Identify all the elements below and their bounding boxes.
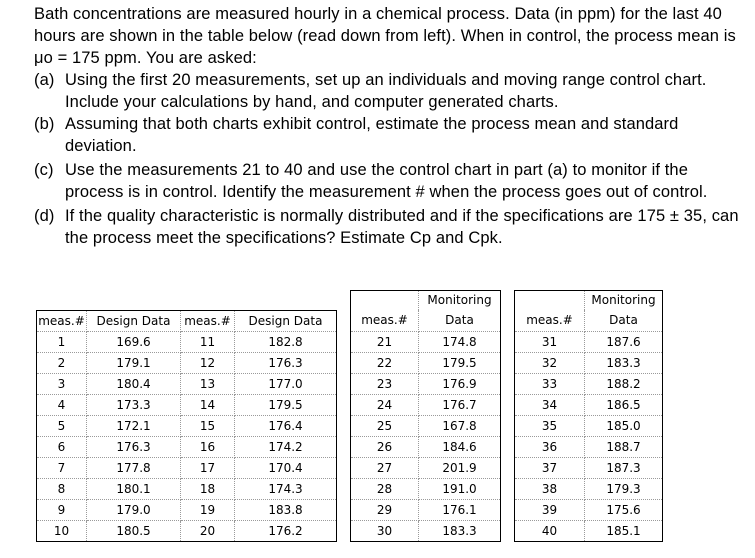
table-cell: 182.8: [235, 331, 337, 352]
table-cell: 183.3: [419, 520, 501, 541]
table-cell: 24: [351, 394, 419, 415]
table-cell: 185.0: [585, 415, 663, 436]
table-cell: 20: [181, 520, 235, 541]
table-cell: 174.8: [419, 331, 501, 352]
problem-intro: Bath concentrations are measured hourly in a chemical process. Data (in ppm) for the last 40 hours are shown in the table below (read down from left). When in control, the process mean is μo = 175 ppm. You are asked:: [34, 5, 736, 67]
table-cell: 177.0: [235, 373, 337, 394]
table-cell: 187.6: [585, 331, 663, 352]
table-cell: 3: [37, 373, 87, 394]
table-row: [37, 499, 663, 520]
table-cell: 37: [515, 457, 585, 478]
column-header: meas.#: [37, 310, 87, 331]
table-cell: 6: [37, 436, 87, 457]
table-cell: 23: [351, 373, 419, 394]
table-cell: 38: [515, 478, 585, 499]
header-row-top: [37, 291, 663, 311]
data-table: [36, 290, 663, 542]
table-cell: 9: [37, 499, 87, 520]
table-row: [37, 331, 663, 352]
table-cell: 167.8: [419, 415, 501, 436]
table-cell: 12: [181, 352, 235, 373]
table-cell: 175.6: [585, 499, 663, 520]
header-top-cell: Monitoring: [585, 291, 663, 311]
table-cell: 39: [515, 499, 585, 520]
table-cell: 2: [37, 352, 87, 373]
table-cell: 15: [181, 415, 235, 436]
column-gap: [501, 394, 515, 415]
table-cell: 179.0: [87, 499, 181, 520]
table-cell: 176.4: [235, 415, 337, 436]
table-cell: 35: [515, 415, 585, 436]
table-cell: 180.4: [87, 373, 181, 394]
table-row: [37, 520, 663, 541]
table-cell: 183.3: [585, 352, 663, 373]
column-gap: [337, 352, 351, 373]
column-gap: [337, 436, 351, 457]
table-cell: 170.4: [235, 457, 337, 478]
table-cell: 29: [351, 499, 419, 520]
part-a: [34, 69, 739, 113]
table-cell: 176.7: [419, 394, 501, 415]
table-cell: 174.2: [235, 436, 337, 457]
table-cell: 19: [181, 499, 235, 520]
table-cell: 28: [351, 478, 419, 499]
table-cell: 186.5: [585, 394, 663, 415]
table-cell: 26: [351, 436, 419, 457]
table-cell: 169.6: [87, 331, 181, 352]
part-c: [34, 159, 739, 203]
table-row: [37, 478, 663, 499]
table-cell: 31: [515, 331, 585, 352]
table-cell: 36: [515, 436, 585, 457]
table-cell: 179.1: [87, 352, 181, 373]
part-d-text: If the quality characteristic is normally distributed and if the specifications are 175 ± 35, can the process meet the specifications? Estimate Cp and Cpk.: [65, 207, 739, 247]
table-cell: 176.2: [235, 520, 337, 541]
part-a-text: Using the first 20 measurements, set up an individuals and moving range control chart. Include your calculations by hand, and computer generated charts.: [65, 71, 707, 111]
table-cell: 33: [515, 373, 585, 394]
column-header: Design Data: [235, 310, 337, 331]
table-cell: 188.2: [585, 373, 663, 394]
column-gap: [337, 373, 351, 394]
table-cell: 188.7: [585, 436, 663, 457]
column-gap: [501, 415, 515, 436]
part-b-text: Assuming that both charts exhibit control, estimate the process mean and standard deviation.: [65, 115, 679, 155]
table-cell: 25: [351, 415, 419, 436]
table-row: [37, 394, 663, 415]
part-d-label: (d): [34, 207, 55, 225]
table-cell: 14: [181, 394, 235, 415]
header-top-cell: [515, 291, 585, 311]
column-gap: [501, 310, 515, 331]
column-gap: [501, 478, 515, 499]
column-header: meas.#: [181, 310, 235, 331]
table-cell: 176.3: [87, 436, 181, 457]
column-gap: [501, 331, 515, 352]
table-cell: 180.5: [87, 520, 181, 541]
header-top-empty: [235, 291, 337, 311]
table-cell: 185.1: [585, 520, 663, 541]
column-gap: [501, 457, 515, 478]
table-cell: 187.3: [585, 457, 663, 478]
table-cell: 10: [37, 520, 87, 541]
table-cell: 176.9: [419, 373, 501, 394]
table-cell: 5: [37, 415, 87, 436]
problem-statement: [34, 3, 739, 249]
column-gap: [337, 331, 351, 352]
table-cell: 191.0: [419, 478, 501, 499]
header-top-empty: [37, 291, 87, 311]
table-cell: 40: [515, 520, 585, 541]
column-gap: [501, 436, 515, 457]
column-gap: [337, 310, 351, 331]
part-d: [34, 205, 739, 249]
header-top-cell: Monitoring: [419, 291, 501, 311]
table-cell: 173.3: [87, 394, 181, 415]
table-cell: 180.1: [87, 478, 181, 499]
table-cell: 179.5: [419, 352, 501, 373]
table-cell: 34: [515, 394, 585, 415]
table-cell: 18: [181, 478, 235, 499]
table-cell: 184.6: [419, 436, 501, 457]
column-header: meas.#: [515, 310, 585, 331]
table-row: [37, 373, 663, 394]
header-top-empty: [181, 291, 235, 311]
table-row: [37, 457, 663, 478]
data-table-container: [36, 290, 663, 542]
table-cell: 176.3: [235, 352, 337, 373]
part-b: [34, 113, 739, 157]
column-gap: [337, 415, 351, 436]
table-cell: 4: [37, 394, 87, 415]
table-cell: 16: [181, 436, 235, 457]
column-gap: [501, 499, 515, 520]
part-c-label: (c): [34, 161, 54, 179]
column-header: Data: [585, 310, 663, 331]
table-cell: 30: [351, 520, 419, 541]
table-cell: 174.3: [235, 478, 337, 499]
header-top-empty: [501, 291, 515, 311]
column-gap: [337, 520, 351, 541]
table-cell: 176.1: [419, 499, 501, 520]
column-gap: [501, 520, 515, 541]
header-top-empty: [87, 291, 181, 311]
table-cell: 183.8: [235, 499, 337, 520]
column-header: Design Data: [87, 310, 181, 331]
table-cell: 179.5: [235, 394, 337, 415]
table-cell: 27: [351, 457, 419, 478]
column-gap: [337, 394, 351, 415]
column-gap: [501, 352, 515, 373]
column-gap: [337, 457, 351, 478]
table-cell: 21: [351, 331, 419, 352]
column-gap: [337, 499, 351, 520]
header-row: [37, 310, 663, 331]
table-row: [37, 352, 663, 373]
table-cell: 7: [37, 457, 87, 478]
header-top-empty: [337, 291, 351, 311]
table-cell: 179.3: [585, 478, 663, 499]
table-cell: 201.9: [419, 457, 501, 478]
table-row: [37, 436, 663, 457]
column-header: Data: [419, 310, 501, 331]
part-c-text: Use the measurements 21 to 40 and use the control chart in part (a) to monitor if the process is in control. Identify the measurement # when the process goes out of control.: [65, 161, 708, 201]
column-gap: [337, 478, 351, 499]
part-b-label: (b): [34, 115, 55, 133]
column-header: meas.#: [351, 310, 419, 331]
table-cell: 13: [181, 373, 235, 394]
table-cell: 172.1: [87, 415, 181, 436]
table-cell: 1: [37, 331, 87, 352]
table-cell: 17: [181, 457, 235, 478]
part-a-label: (a): [34, 71, 55, 89]
table-cell: 8: [37, 478, 87, 499]
header-top-cell: [351, 291, 419, 311]
table-row: [37, 415, 663, 436]
table-cell: 177.8: [87, 457, 181, 478]
table-cell: 32: [515, 352, 585, 373]
table-cell: 11: [181, 331, 235, 352]
table-cell: 22: [351, 352, 419, 373]
column-gap: [501, 373, 515, 394]
